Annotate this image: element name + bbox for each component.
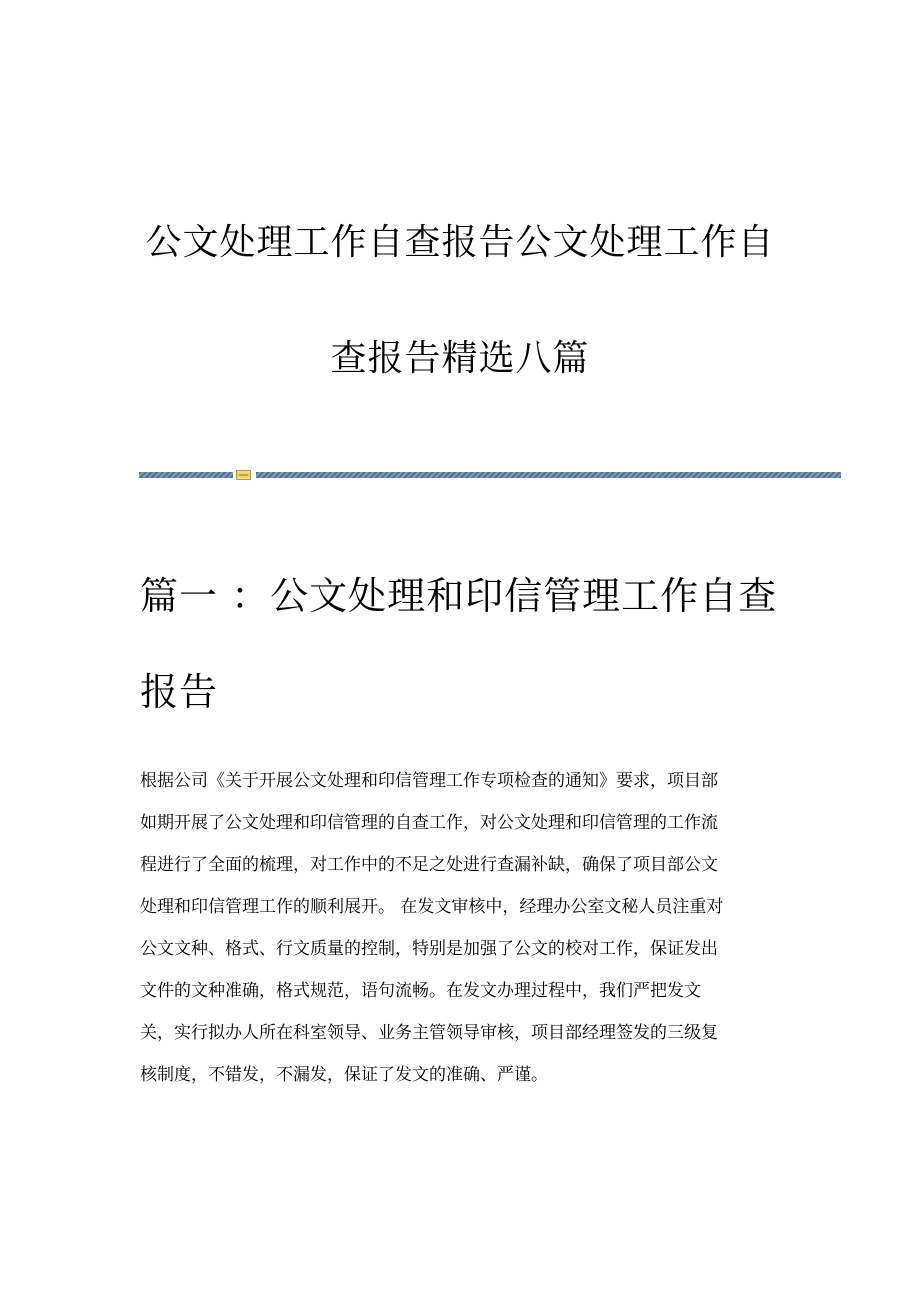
section-heading (140, 548, 780, 740)
body-text-line: 关，实行拟办人所在科室领导、业务主管领导审核，项目部经理签发的三级复 (140, 1023, 718, 1043)
body-text-line: 如期开展了公文处理和印信管理的自查工作，对公文处理和印信管理的工作流 (140, 813, 718, 833)
divider-ornament-icon (236, 470, 251, 480)
document-title-line: 查报告精选八篇 (330, 338, 590, 379)
divider-bar-left (139, 472, 233, 478)
section-heading-line: 报告 (140, 670, 219, 714)
document-title-line: 公文处理工作自查报告公文处理工作自 (145, 222, 775, 263)
document-title (100, 185, 820, 417)
body-text-line: 程进行了全面的梳理，对工作中的不足之处进行查漏补缺，确保了项目部公文 (140, 855, 718, 875)
body-text-line: 公文文种、格式、行文质量的控制，特别是加强了公文的校对工作，保证发出 (140, 939, 718, 959)
body-text-line: 文件的文种准确，格式规范，语句流畅。在发文办理过程中，我们严把发文 (140, 981, 701, 1001)
body-text-line: 根据公司《关于开展公文处理和印信管理工作专项检查的通知》要求，项目部 (140, 771, 718, 791)
body-text-line: 核制度，不错发，不漏发，保证了发文的准确、严谨。 (140, 1065, 548, 1085)
body-text-line: 处理和印信管理工作的顺利展开。 在发文审核中，经理办公室文秘人员注重对 (140, 897, 724, 917)
section-heading-line: 篇一 ：公文处理和印信管理工作自查 (140, 574, 778, 618)
section-body-paragraph (140, 760, 780, 1096)
divider-bar-right (256, 472, 841, 478)
decorative-divider (139, 470, 841, 480)
